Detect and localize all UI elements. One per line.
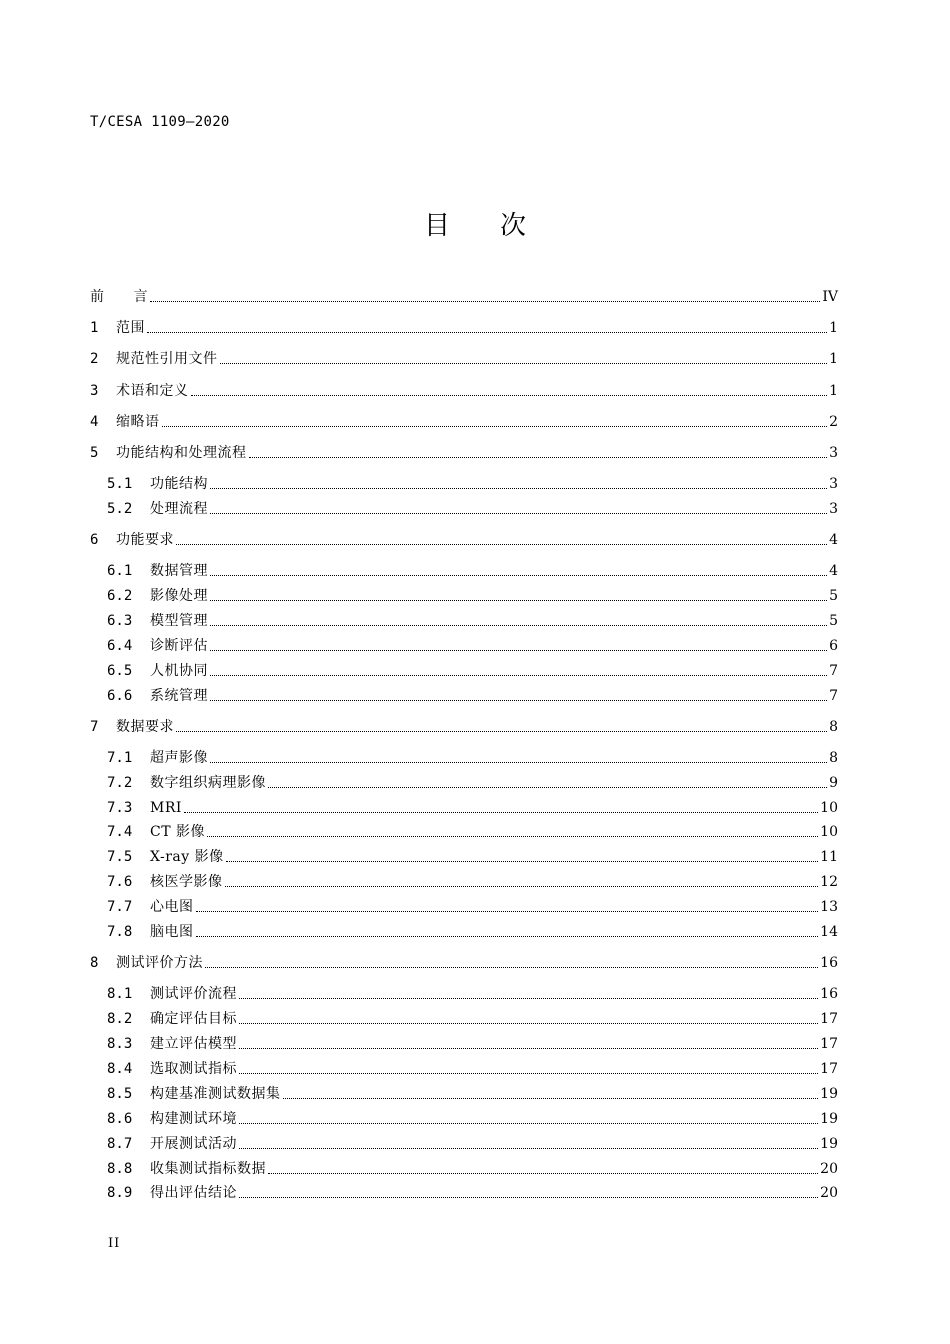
toc-dot-leader bbox=[210, 699, 827, 701]
toc-entry[interactable] bbox=[107, 747, 838, 769]
toc-dot-leader bbox=[210, 624, 827, 626]
toc-entry-label: 测试评价方法 bbox=[116, 955, 203, 971]
toc-dot-leader bbox=[196, 935, 819, 937]
toc-entry-label: 选取测试指标 bbox=[150, 1061, 237, 1077]
toc-entry[interactable] bbox=[107, 1008, 838, 1030]
toc-entry[interactable] bbox=[107, 772, 838, 794]
toc-entry-label: 超声影像 bbox=[150, 750, 208, 766]
toc-entry-page-number: 11 bbox=[820, 849, 838, 865]
toc-entry[interactable] bbox=[90, 380, 838, 402]
toc-dot-leader bbox=[239, 1147, 818, 1149]
toc-dot-leader bbox=[205, 966, 818, 968]
toc-dot-leader bbox=[239, 1072, 818, 1074]
toc-entry-page-number: 8 bbox=[829, 719, 838, 735]
toc-dot-leader bbox=[239, 1196, 818, 1198]
toc-entry-number: 2 bbox=[90, 351, 99, 367]
toc-entry-label: 功能要求 bbox=[116, 532, 174, 548]
toc-entry-number: 6.4 bbox=[107, 638, 133, 654]
toc-entry-number: 7.5 bbox=[107, 849, 133, 865]
toc-entry-label: X-ray 影像 bbox=[150, 849, 224, 865]
toc-entry-page-number: 16 bbox=[820, 955, 838, 971]
toc-entry-number: 7 bbox=[90, 719, 99, 735]
toc-entry-number: 1 bbox=[90, 320, 99, 336]
toc-entry-page-number: 5 bbox=[829, 613, 838, 629]
toc-entry-number: 7.1 bbox=[107, 750, 133, 766]
toc-dot-leader bbox=[239, 1022, 818, 1024]
toc-dot-leader bbox=[176, 543, 827, 545]
toc-entry-page-number: 9 bbox=[829, 775, 838, 791]
toc-entry[interactable] bbox=[107, 560, 838, 582]
toc-entry-label: 处理流程 bbox=[150, 501, 208, 517]
toc-dot-leader bbox=[184, 811, 818, 813]
toc-dot-leader bbox=[283, 1097, 819, 1099]
toc-dot-leader bbox=[191, 394, 828, 396]
toc-entry[interactable] bbox=[107, 821, 838, 843]
toc-entry[interactable] bbox=[90, 529, 838, 551]
toc-entry-number: 5.1 bbox=[107, 476, 133, 492]
toc-entry[interactable] bbox=[90, 442, 838, 464]
toc-dot-leader bbox=[210, 512, 827, 514]
toc-entry-number: 8.7 bbox=[107, 1136, 133, 1152]
toc-entry-page-number: 17 bbox=[820, 1011, 838, 1027]
toc-dot-leader bbox=[147, 331, 827, 333]
toc-entry[interactable] bbox=[90, 317, 838, 339]
toc-entry[interactable] bbox=[90, 716, 838, 738]
toc-entry-page-number: 10 bbox=[820, 800, 838, 816]
toc-entry-label: 缩略语 bbox=[116, 414, 160, 430]
toc-entry-label: 确定评估目标 bbox=[150, 1011, 237, 1027]
toc-entry-label: 脑电图 bbox=[150, 924, 194, 940]
toc-entry[interactable] bbox=[107, 1158, 838, 1180]
toc-entry-label: 前 言 bbox=[90, 289, 148, 305]
toc-entry-label: MRI bbox=[150, 800, 182, 816]
toc-entry-label: 构建测试环境 bbox=[150, 1111, 237, 1127]
toc-entry-number: 6.1 bbox=[107, 563, 133, 579]
toc-entry[interactable] bbox=[107, 983, 838, 1005]
toc-entry-label: 系统管理 bbox=[150, 688, 208, 704]
toc-entry[interactable] bbox=[107, 635, 838, 657]
toc-dot-leader bbox=[196, 910, 819, 912]
toc-entry-label: 数据管理 bbox=[150, 563, 208, 579]
toc-entry-page-number: 12 bbox=[820, 874, 838, 890]
toc-entry[interactable] bbox=[107, 846, 838, 868]
toc-entry-label: 心电图 bbox=[150, 899, 194, 915]
page-folio: II bbox=[108, 1236, 121, 1251]
toc-entry[interactable] bbox=[107, 660, 838, 682]
toc-dot-leader bbox=[226, 860, 819, 862]
toc-entry-number: 8.8 bbox=[107, 1161, 133, 1177]
toc-entry-label: CT 影像 bbox=[150, 824, 205, 840]
toc-entry-label: 功能结构和处理流程 bbox=[116, 445, 247, 461]
toc-entry[interactable] bbox=[107, 797, 838, 819]
toc-entry-label: 数据要求 bbox=[116, 719, 174, 735]
toc-entry-page-number: 20 bbox=[820, 1185, 838, 1201]
toc-entry[interactable] bbox=[107, 498, 838, 520]
toc-entry-number: 8.5 bbox=[107, 1086, 133, 1102]
toc-entry-label: 核医学影像 bbox=[150, 874, 223, 890]
toc-entry-label: 功能结构 bbox=[150, 476, 208, 492]
toc-entry-number: 5 bbox=[90, 445, 99, 461]
toc-entry-page-number: 3 bbox=[829, 476, 838, 492]
toc-dot-leader bbox=[239, 997, 818, 999]
toc-entry-label: 得出评估结论 bbox=[150, 1185, 237, 1201]
toc-entry-page-number: IV bbox=[822, 289, 838, 305]
toc-entry[interactable] bbox=[107, 610, 838, 632]
toc-entry[interactable] bbox=[107, 1083, 838, 1105]
toc-entry[interactable] bbox=[107, 473, 838, 495]
toc-entry-number: 8.4 bbox=[107, 1061, 133, 1077]
toc-entry-page-number: 19 bbox=[820, 1111, 838, 1127]
toc-entry-number: 8.9 bbox=[107, 1185, 133, 1201]
toc-entry-number: 7.7 bbox=[107, 899, 133, 915]
toc-entry-page-number: 7 bbox=[829, 688, 838, 704]
toc-dot-leader bbox=[239, 1047, 818, 1049]
toc-entry-label: 人机协同 bbox=[150, 663, 208, 679]
toc-entry-number: 5.2 bbox=[107, 501, 133, 517]
toc-entry-page-number: 3 bbox=[829, 445, 838, 461]
toc-entry-label: 测试评价流程 bbox=[150, 986, 237, 1002]
toc-dot-leader bbox=[268, 1172, 818, 1174]
toc-entry-number: 7.6 bbox=[107, 874, 133, 890]
toc-entry-number: 7.8 bbox=[107, 924, 133, 940]
toc-entry-page-number: 16 bbox=[820, 986, 838, 1002]
toc-dot-leader bbox=[239, 1122, 818, 1124]
standard-code: T/CESA 1109—2020 bbox=[90, 114, 230, 130]
toc-entry-page-number: 13 bbox=[820, 899, 838, 915]
toc-entry-page-number: 17 bbox=[820, 1036, 838, 1052]
toc-dot-leader bbox=[210, 649, 827, 651]
toc-entry-label: 建立评估模型 bbox=[150, 1036, 237, 1052]
toc-entry-page-number: 5 bbox=[829, 588, 838, 604]
toc-dot-leader bbox=[207, 835, 818, 837]
toc-entry-number: 8 bbox=[90, 955, 99, 971]
toc-entry-number: 3 bbox=[90, 383, 99, 399]
toc-entry-page-number: 19 bbox=[820, 1086, 838, 1102]
toc-dot-leader bbox=[150, 300, 820, 302]
toc-entry-page-number: 17 bbox=[820, 1061, 838, 1077]
toc-entry-label: 规范性引用文件 bbox=[116, 351, 218, 367]
toc-dot-leader bbox=[225, 885, 819, 887]
toc-dot-leader bbox=[210, 599, 827, 601]
toc-entry-page-number: 4 bbox=[829, 563, 838, 579]
toc-entry[interactable] bbox=[90, 348, 838, 370]
toc-entry[interactable] bbox=[107, 871, 838, 893]
toc-entry-label: 影像处理 bbox=[150, 588, 208, 604]
toc-dot-leader bbox=[176, 730, 827, 732]
toc-entry-label: 模型管理 bbox=[150, 613, 208, 629]
toc-entry-label: 开展测试活动 bbox=[150, 1136, 237, 1152]
toc-entry[interactable] bbox=[90, 411, 838, 433]
toc-entry-label: 收集测试指标数据 bbox=[150, 1161, 266, 1177]
toc-entry[interactable] bbox=[107, 685, 838, 707]
toc-entry[interactable] bbox=[90, 952, 838, 974]
toc-entry-number: 7.2 bbox=[107, 775, 133, 791]
toc-entry-number: 8.3 bbox=[107, 1036, 133, 1052]
toc-entry-page-number: 1 bbox=[829, 351, 838, 367]
toc-entry[interactable] bbox=[107, 1033, 838, 1055]
toc-entry-page-number: 4 bbox=[829, 532, 838, 548]
toc-entry-number: 8.1 bbox=[107, 986, 133, 1002]
toc-entry-label: 构建基准测试数据集 bbox=[150, 1086, 281, 1102]
toc-entry-page-number: 8 bbox=[829, 750, 838, 766]
toc-dot-leader bbox=[220, 362, 828, 364]
toc-entry-number: 8.2 bbox=[107, 1011, 133, 1027]
toc-entry-label: 范围 bbox=[116, 320, 145, 336]
toc-entry-page-number: 3 bbox=[829, 501, 838, 517]
toc-entry-page-number: 6 bbox=[829, 638, 838, 654]
toc-entry[interactable] bbox=[90, 286, 838, 308]
toc-dot-leader bbox=[249, 456, 828, 458]
toc-entry-page-number: 7 bbox=[829, 663, 838, 679]
toc-entry-page-number: 14 bbox=[820, 924, 838, 940]
table-of-contents bbox=[90, 0, 838, 1344]
toc-entry[interactable] bbox=[107, 1133, 838, 1155]
toc-entry-number: 6.5 bbox=[107, 663, 133, 679]
toc-entry-number: 6.6 bbox=[107, 688, 133, 704]
toc-entry[interactable] bbox=[107, 585, 838, 607]
toc-entry-number: 6 bbox=[90, 532, 99, 548]
toc-entry[interactable] bbox=[107, 896, 838, 918]
toc-entry-number: 4 bbox=[90, 414, 99, 430]
toc-entry[interactable] bbox=[107, 1058, 838, 1080]
toc-entry[interactable] bbox=[107, 921, 838, 943]
page-title: 目次 bbox=[423, 211, 576, 241]
toc-entry-page-number: 1 bbox=[829, 320, 838, 336]
toc-dot-leader bbox=[210, 674, 827, 676]
toc-dot-leader bbox=[268, 786, 827, 788]
toc-entry-number: 6.3 bbox=[107, 613, 133, 629]
toc-dot-leader bbox=[210, 761, 827, 763]
toc-dot-leader bbox=[162, 425, 828, 427]
toc-entry-label: 术语和定义 bbox=[116, 383, 189, 399]
toc-entry[interactable] bbox=[107, 1182, 838, 1204]
toc-entry-page-number: 2 bbox=[829, 414, 838, 430]
toc-entry-page-number: 1 bbox=[829, 383, 838, 399]
toc-entry-number: 7.4 bbox=[107, 824, 133, 840]
toc-entry-number: 6.2 bbox=[107, 588, 133, 604]
toc-entry-label: 诊断评估 bbox=[150, 638, 208, 654]
toc-entry[interactable] bbox=[107, 1108, 838, 1130]
toc-entry-page-number: 10 bbox=[820, 824, 838, 840]
toc-entry-page-number: 20 bbox=[820, 1161, 838, 1177]
toc-entry-number: 7.3 bbox=[107, 800, 133, 816]
toc-entry-label: 数字组织病理影像 bbox=[150, 775, 266, 791]
toc-dot-leader bbox=[210, 487, 827, 489]
toc-dot-leader bbox=[210, 574, 827, 576]
toc-entry-page-number: 19 bbox=[820, 1136, 838, 1152]
toc-entry-number: 8.6 bbox=[107, 1111, 133, 1127]
